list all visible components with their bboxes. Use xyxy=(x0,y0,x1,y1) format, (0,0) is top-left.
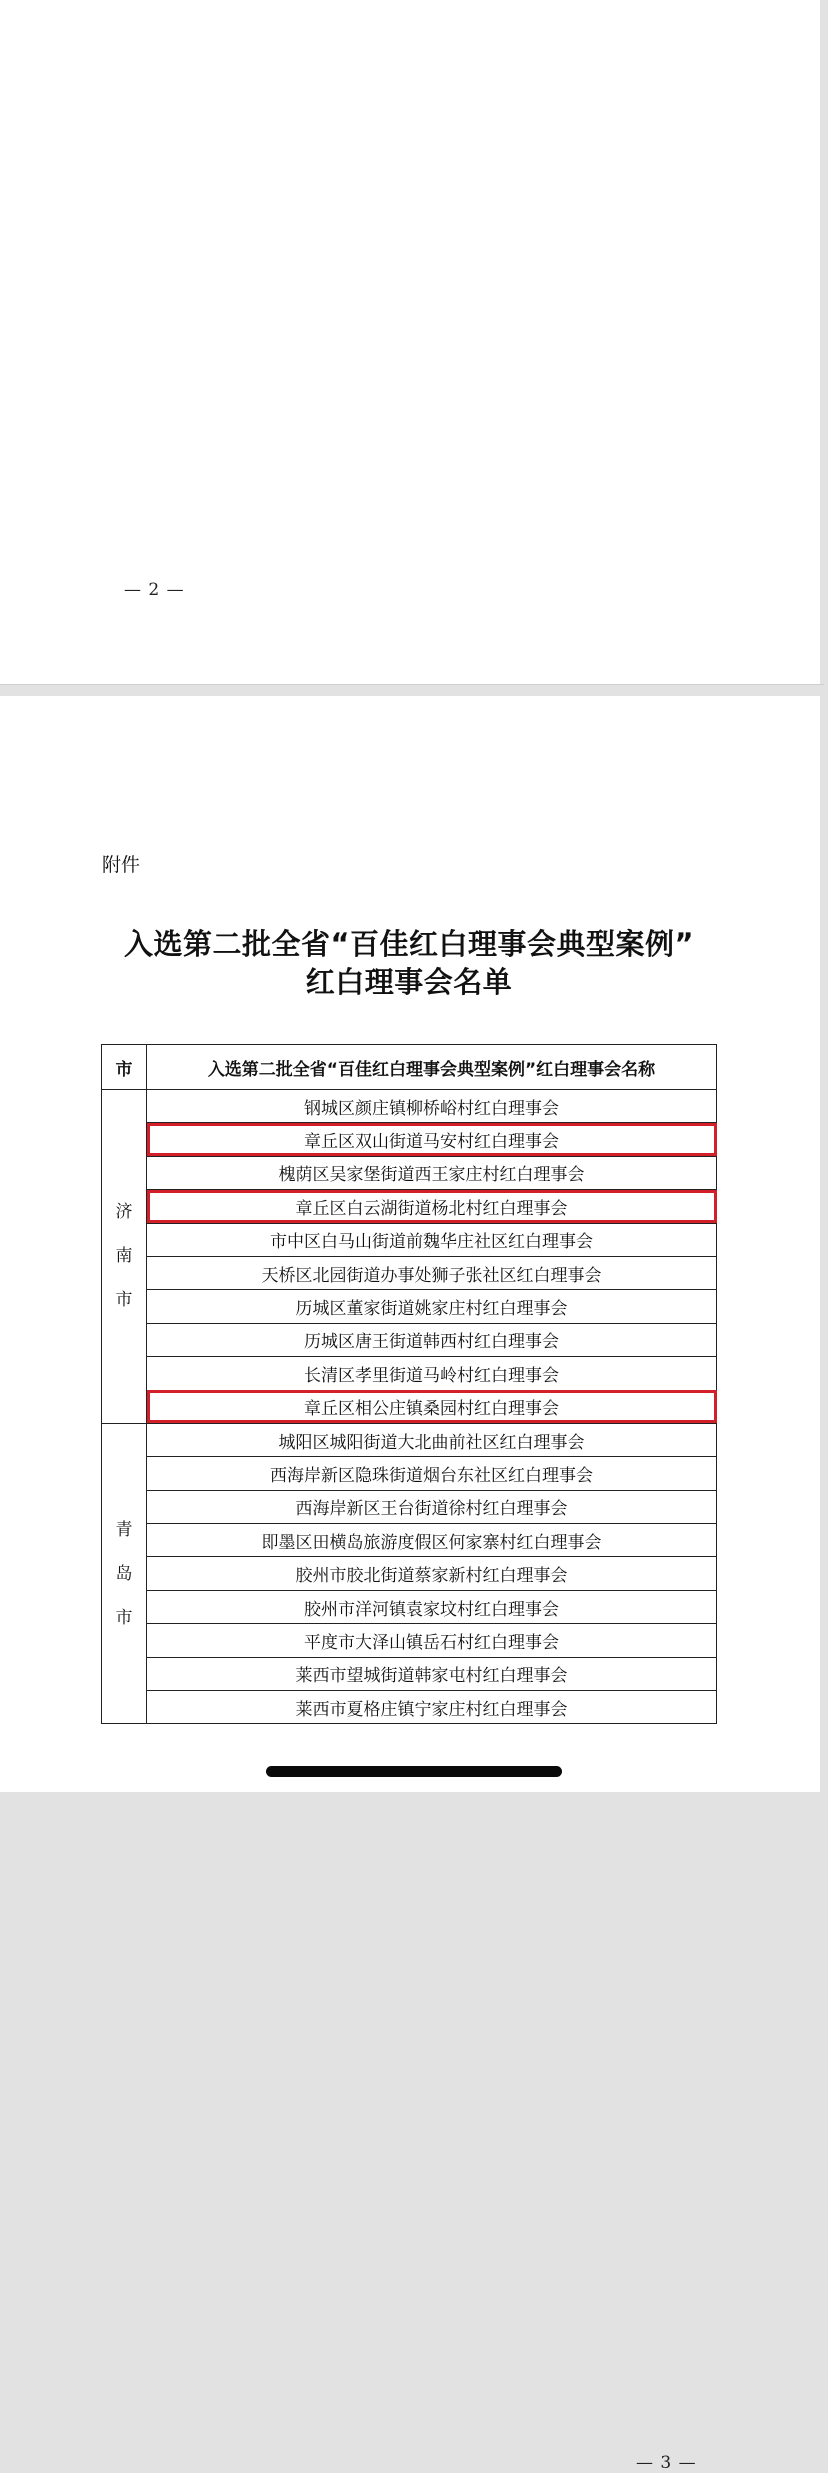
city-char: 南 xyxy=(115,1246,133,1267)
council-name-cell: 莱西市望城街道韩家屯村红白理事会 xyxy=(147,1657,717,1690)
table-row xyxy=(102,1156,717,1189)
table-row xyxy=(102,1624,717,1657)
council-name-cell: 历城区董家街道姚家庄村红白理事会 xyxy=(147,1290,717,1323)
council-name-cell: 市中区白马山街道前魏华庄社区红白理事会 xyxy=(147,1223,717,1256)
table-row xyxy=(102,1691,717,1724)
document-title-line-2: 红白理事会名单 xyxy=(305,965,513,999)
council-name-cell: 胶州市洋河镇袁家坟村红白理事会 xyxy=(147,1590,717,1623)
table-row xyxy=(102,1123,717,1156)
city-cell xyxy=(102,1423,147,1724)
document-title-line-1: 入选第二批全省“百佳红白理事会典型案例” xyxy=(123,927,695,961)
city-char: 市 xyxy=(115,1607,133,1628)
page-number: — 2 — xyxy=(124,580,185,600)
council-name-cell: 钢城区颜庄镇柳桥峪村红白理事会 xyxy=(147,1090,717,1123)
attachment-label: 附件 xyxy=(102,854,141,876)
header-council-name: 入选第二批全省“百佳红白理事会典型案例”红白理事会名称 xyxy=(147,1045,717,1090)
council-name-cell-highlighted: 章丘区相公庄镇桑园村红白理事会 xyxy=(147,1390,717,1423)
council-name-cell: 城阳区城阳街道大北曲前社区红白理事会 xyxy=(147,1423,717,1456)
council-name-cell: 平度市大泽山镇岳石村红白理事会 xyxy=(147,1624,717,1657)
council-name-cell: 槐荫区吴家堡街道西王家庄村红白理事会 xyxy=(147,1156,717,1189)
city-char: 济 xyxy=(115,1202,133,1223)
council-list-table xyxy=(101,1044,717,1724)
table-row xyxy=(102,1357,717,1390)
council-name-cell: 天桥区北园街道办事处狮子张社区红白理事会 xyxy=(147,1256,717,1289)
city-char: 市 xyxy=(115,1290,133,1311)
table-row xyxy=(102,1657,717,1690)
table-row xyxy=(102,1524,717,1557)
table-row xyxy=(102,1490,717,1523)
table-row xyxy=(102,1290,717,1323)
council-name-cell: 西海岸新区隐珠街道烟台东社区红白理事会 xyxy=(147,1457,717,1490)
council-name-cell-highlighted: 章丘区白云湖街道杨北村红白理事会 xyxy=(147,1190,717,1223)
page-edge xyxy=(820,0,824,684)
city-char: 岛 xyxy=(115,1563,133,1584)
council-name-cell-highlighted: 章丘区双山街道马安村红白理事会 xyxy=(147,1123,717,1156)
table-row xyxy=(102,1256,717,1289)
city-char: 青 xyxy=(115,1519,133,1540)
table-header-row xyxy=(102,1045,717,1090)
table-row xyxy=(102,1457,717,1490)
page-number: — 3 — xyxy=(636,2453,697,2473)
council-name-cell: 莱西市夏格庄镇宁家庄村红白理事会 xyxy=(147,1691,717,1724)
page-edge xyxy=(820,696,824,1792)
table-row xyxy=(102,1323,717,1356)
table-body xyxy=(102,1090,717,1724)
header-city: 市 xyxy=(102,1045,147,1090)
council-name-cell: 即墨区田横岛旅游度假区何家寨村红白理事会 xyxy=(147,1524,717,1557)
council-name-cell: 西海岸新区王台街道徐村红白理事会 xyxy=(147,1490,717,1523)
table-row xyxy=(102,1090,717,1123)
city-cell xyxy=(102,1090,147,1424)
table-row xyxy=(102,1590,717,1623)
table-row xyxy=(102,1223,717,1256)
council-name-cell: 胶州市胶北街道蔡家新村红白理事会 xyxy=(147,1557,717,1590)
document-page-3 xyxy=(0,696,824,2473)
table-row xyxy=(102,1423,717,1456)
table-row xyxy=(102,1390,717,1423)
table-row xyxy=(102,1190,717,1223)
table-row xyxy=(102,1557,717,1590)
council-name-cell: 长清区孝里街道马岭村红白理事会 xyxy=(147,1357,717,1390)
council-name-cell: 历城区唐王街道韩西村红白理事会 xyxy=(147,1323,717,1356)
home-indicator[interactable] xyxy=(266,1766,562,1777)
document-page-2 xyxy=(0,0,824,685)
